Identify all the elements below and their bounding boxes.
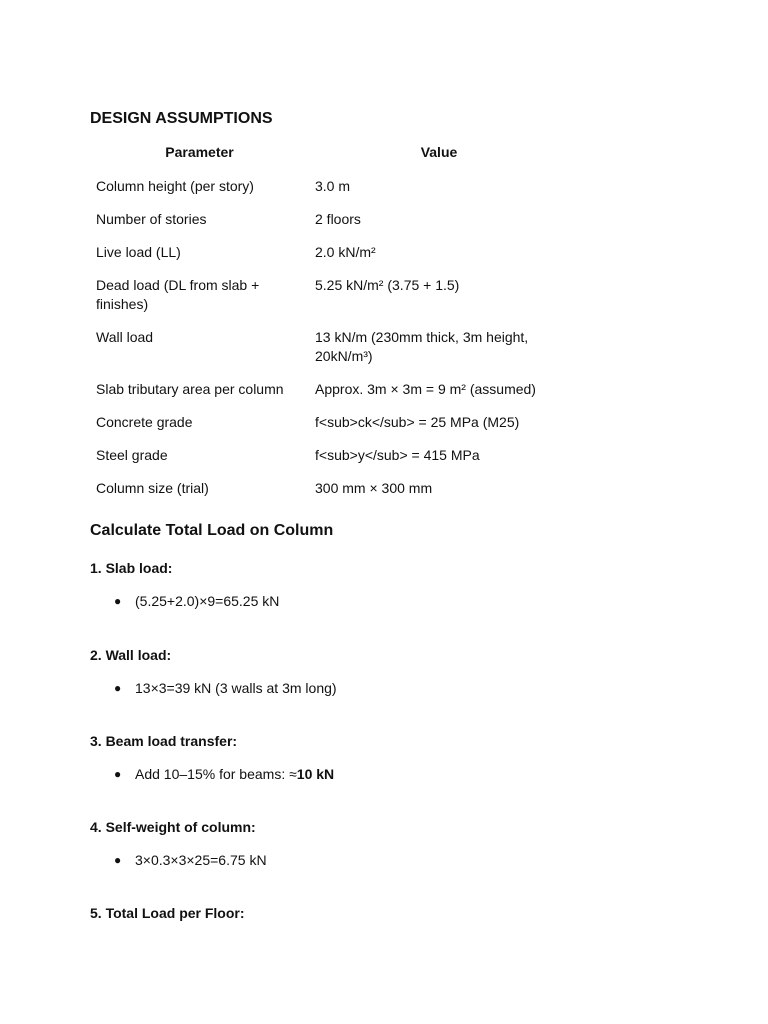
step-heading-wall-load: 2. Wall load: — [90, 647, 172, 663]
list-item-text: 13×3=39 kN (3 walls at 3m long) — [135, 680, 337, 696]
table-cell-value: Approx. 3m × 3m = 9 m² (assumed) — [315, 381, 536, 397]
table-header-parameter: Parameter — [165, 144, 234, 160]
list-item-text: 3×0.3×3×25=6.75 kN — [135, 852, 267, 868]
table-cell-parameter: Concrete grade — [96, 414, 193, 430]
table-cell-value: f<sub>ck</sub> = 25 MPa (M25) — [315, 414, 520, 430]
section-title-design-assumptions: DESIGN ASSUMPTIONS — [90, 110, 273, 127]
table-row — [90, 170, 569, 203]
table-cell-value: 5.25 kN/m² (3.75 + 1.5) — [315, 277, 460, 293]
list-item-text: Add 10–15% for beams: ≈ — [135, 766, 297, 782]
table-cell-parameter: Live load (LL) — [96, 244, 181, 260]
table-cell-parameter: Column size (trial) — [96, 480, 209, 496]
table-cell-value: 2 floors — [315, 211, 361, 227]
list-item-text: (5.25+2.0)×9=65.25 kN — [135, 593, 280, 609]
table-cell-value: 13 kN/m (230mm thick, 3m height, 20kN/m³) — [315, 329, 529, 364]
table-cell-parameter: Slab tributary area per column — [96, 381, 284, 397]
table-cell-value: 2.0 kN/m² — [315, 244, 376, 260]
step-heading-self-weight: 4. Self-weight of column: — [90, 819, 256, 835]
table-header-value: Value — [420, 144, 458, 160]
table-row — [90, 439, 569, 472]
table-row — [90, 472, 569, 505]
section-title-total-load: Calculate Total Load on Column — [90, 522, 334, 539]
list-item — [114, 766, 334, 782]
table-cell-value: 300 mm × 300 mm — [315, 480, 433, 496]
table-cell-parameter: Dead load (DL from slab + finishes) — [96, 277, 260, 312]
table-header-row — [90, 137, 569, 170]
table-row — [90, 406, 569, 439]
table-cell-value: 3.0 m — [315, 178, 351, 194]
step-heading-slab-load: 1. Slab load: — [90, 560, 173, 576]
bullet-icon: ● — [114, 767, 122, 781]
table-cell-parameter: Number of stories — [96, 211, 207, 227]
list-item-bold-value: 10 kN — [296, 766, 335, 782]
table-cell-parameter: Column height (per story) — [96, 178, 254, 194]
bullet-icon: ● — [114, 594, 122, 608]
table-row — [90, 321, 569, 373]
step-heading-beam-load: 3. Beam load transfer: — [90, 733, 238, 749]
table-cell-parameter: Steel grade — [96, 447, 168, 463]
list-item — [114, 593, 279, 609]
table-cell-parameter: Wall load — [96, 329, 154, 345]
table-cell-value: f<sub>y</sub> = 415 MPa — [315, 447, 480, 463]
table-row — [90, 236, 569, 269]
assumptions-table — [90, 137, 569, 505]
table-row — [90, 373, 569, 406]
bullet-icon: ● — [114, 853, 122, 867]
list-item — [114, 852, 267, 868]
table-row — [90, 203, 569, 236]
step-heading-total-load: 5. Total Load per Floor: — [90, 905, 245, 921]
table-row — [90, 269, 569, 321]
list-item — [114, 680, 337, 696]
bullet-icon: ● — [114, 681, 122, 695]
